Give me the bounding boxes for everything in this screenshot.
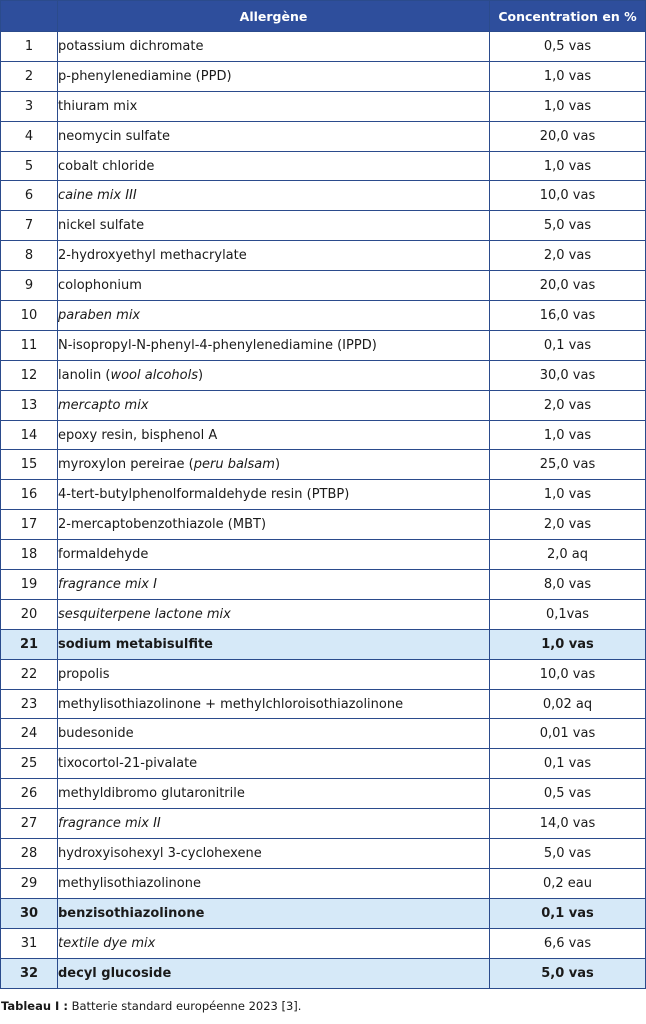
table-row [1, 420, 646, 450]
table-row [1, 32, 646, 62]
concentration-value: 6,6 vas [490, 928, 646, 958]
allergen-name-part: wool alcohols [110, 367, 198, 383]
caption-text: Batterie standard européenne 2023 [3]. [67, 998, 302, 1013]
allergen-name-part: decyl glucoside [58, 965, 172, 981]
allergen-name [58, 480, 490, 510]
allergen-name [58, 868, 490, 898]
table-row [1, 301, 646, 331]
table-row [1, 450, 646, 480]
row-number: 5 [1, 151, 58, 181]
allergen-name-part: thiuram mix [58, 98, 138, 114]
table-row [1, 898, 646, 928]
allergen-name-part: ) [198, 367, 204, 383]
row-number: 4 [1, 121, 58, 151]
allergen-name [58, 390, 490, 420]
table-row [1, 510, 646, 540]
allergen-name-part: fragrance mix II [58, 816, 161, 832]
allergen-name [58, 719, 490, 749]
row-number: 13 [1, 390, 58, 420]
concentration-value: 20,0 vas [490, 121, 646, 151]
allergen-name [58, 839, 490, 869]
allergen-name-part: lanolin ( [58, 367, 111, 383]
allergen-name-part: 2-mercaptobenzothiazole (MBT) [58, 517, 267, 533]
concentration-value: 0,02 aq [490, 689, 646, 719]
allergen-name-part: formaldehyde [58, 547, 149, 563]
table-header-row [1, 1, 646, 32]
table-row [1, 241, 646, 271]
concentration-value: 5,0 vas [490, 211, 646, 241]
concentration-value: 2,0 vas [490, 390, 646, 420]
concentration-value: 2,0 aq [490, 540, 646, 570]
row-number: 1 [1, 32, 58, 62]
header-concentration: Concentration en % [490, 1, 646, 32]
allergen-name-part: fragrance mix I [58, 576, 157, 592]
allergen-name [58, 241, 490, 271]
table-row [1, 868, 646, 898]
row-number: 28 [1, 839, 58, 869]
row-number: 23 [1, 689, 58, 719]
table-row [1, 958, 646, 988]
allergen-name-part: methylisothiazolinone + methylchloroisothiazolinone [58, 696, 404, 712]
allergen-name [58, 211, 490, 241]
row-number: 24 [1, 719, 58, 749]
allergen-name [58, 510, 490, 540]
table-row [1, 181, 646, 211]
concentration-value: 10,0 vas [490, 181, 646, 211]
table-row [1, 928, 646, 958]
allergen-name-part: peru balsam [193, 457, 275, 473]
allergen-name-part: N-isopropyl-N-phenyl-4-phenylenediamine (IPPD) [58, 337, 377, 353]
allergen-name-part: 2-hydroxyethyl methacrylate [58, 248, 247, 264]
concentration-value: 2,0 vas [490, 241, 646, 271]
concentration-value: 1,0 vas [490, 91, 646, 121]
table-row [1, 211, 646, 241]
row-number: 26 [1, 779, 58, 809]
allergen-name [58, 181, 490, 211]
row-number: 7 [1, 211, 58, 241]
concentration-value: 0,1 vas [490, 330, 646, 360]
row-number: 32 [1, 958, 58, 988]
allergen-name [58, 330, 490, 360]
allergen-name-part: mercapto mix [58, 397, 149, 413]
concentration-value: 30,0 vas [490, 360, 646, 390]
allergen-name [58, 689, 490, 719]
allergen-name [58, 450, 490, 480]
allergen-name-part: paraben mix [58, 307, 141, 323]
concentration-value: 1,0 vas [490, 420, 646, 450]
table-row [1, 390, 646, 420]
allergen-name-part: textile dye mix [58, 935, 156, 951]
table-row [1, 360, 646, 390]
row-number: 19 [1, 570, 58, 600]
allergen-name-part: neomycin sulfate [58, 128, 170, 144]
concentration-value: 0,1 vas [490, 749, 646, 779]
allergen-name-part: potassium dichromate [58, 38, 204, 54]
allergen-name [58, 659, 490, 689]
allergen-name-part: p-phenylenediamine (PPD) [58, 68, 232, 84]
allergen-name-part: methylisothiazolinone [58, 875, 201, 891]
allergen-name [58, 749, 490, 779]
allergen-name [58, 121, 490, 151]
row-number: 8 [1, 241, 58, 271]
allergen-name-part: propolis [58, 666, 110, 682]
allergen-name [58, 779, 490, 809]
allergen-name [58, 599, 490, 629]
row-number: 27 [1, 809, 58, 839]
row-number: 12 [1, 360, 58, 390]
concentration-value: 0,1vas [490, 599, 646, 629]
caption-label: Tableau I : [1, 998, 68, 1013]
allergen-name [58, 61, 490, 91]
row-number: 30 [1, 898, 58, 928]
table-row [1, 330, 646, 360]
allergen-name-part: colophonium [58, 278, 142, 294]
concentration-value: 1,0 vas [490, 151, 646, 181]
table-row [1, 689, 646, 719]
allergen-name-part: epoxy resin, bisphenol A [58, 427, 218, 443]
allergen-name [58, 898, 490, 928]
concentration-value: 1,0 vas [490, 61, 646, 91]
concentration-value: 5,0 vas [490, 839, 646, 869]
table-row [1, 540, 646, 570]
row-number: 18 [1, 540, 58, 570]
allergen-name-part: tixocortol-21-pivalate [58, 756, 198, 772]
allergen-name [58, 420, 490, 450]
allergen-name-part: budesonide [58, 726, 134, 742]
concentration-value: 16,0 vas [490, 301, 646, 331]
concentration-value: 1,0 vas [490, 629, 646, 659]
table-row [1, 809, 646, 839]
table-row [1, 271, 646, 301]
allergen-name [58, 570, 490, 600]
row-number: 21 [1, 629, 58, 659]
allergen-name [58, 958, 490, 988]
allergen-name-part: ) [274, 457, 281, 473]
table-row [1, 151, 646, 181]
header-number [1, 1, 58, 32]
row-number: 9 [1, 271, 58, 301]
row-number: 6 [1, 181, 58, 211]
table-row [1, 599, 646, 629]
table-row [1, 839, 646, 869]
allergen-name [58, 360, 490, 390]
row-number: 3 [1, 91, 58, 121]
table-row [1, 91, 646, 121]
table-row [1, 480, 646, 510]
allergen-name [58, 32, 490, 62]
allergen-name-part: myroxylon pereirae ( [58, 457, 194, 473]
concentration-value: 25,0 vas [490, 450, 646, 480]
row-number: 29 [1, 868, 58, 898]
allergen-name-part: cobalt chloride [58, 158, 155, 174]
row-number: 10 [1, 301, 58, 331]
concentration-value: 2,0 vas [490, 510, 646, 540]
allergen-name [58, 271, 490, 301]
allergen-name-part: hydroxyisohexyl 3-cyclohexene [58, 845, 262, 861]
row-number: 2 [1, 61, 58, 91]
allergen-name [58, 151, 490, 181]
allergen-name-part: nickel sulfate [58, 218, 145, 234]
header-allergen: Allergène [58, 1, 490, 32]
allergen-name [58, 629, 490, 659]
table-row [1, 570, 646, 600]
allergen-name-part: sesquiterpene lactone mix [58, 606, 231, 622]
table-row [1, 659, 646, 689]
table-row [1, 61, 646, 91]
row-number: 17 [1, 510, 58, 540]
table-row [1, 749, 646, 779]
concentration-value: 0,01 vas [490, 719, 646, 749]
row-number: 14 [1, 420, 58, 450]
concentration-value: 0,1 vas [490, 898, 646, 928]
table-row [1, 719, 646, 749]
allergen-name-part: sodium metabisulfite [58, 636, 213, 652]
concentration-value: 20,0 vas [490, 271, 646, 301]
concentration-value: 0,5 vas [490, 32, 646, 62]
concentration-value: 5,0 vas [490, 958, 646, 988]
row-number: 16 [1, 480, 58, 510]
row-number: 25 [1, 749, 58, 779]
allergen-name [58, 301, 490, 331]
concentration-value: 8,0 vas [490, 570, 646, 600]
row-number: 11 [1, 330, 58, 360]
concentration-value: 10,0 vas [490, 659, 646, 689]
concentration-value: 14,0 vas [490, 809, 646, 839]
allergen-name [58, 91, 490, 121]
allergen-name [58, 809, 490, 839]
allergen-name-part: benzisothiazolinone [58, 905, 205, 921]
allergen-name [58, 540, 490, 570]
concentration-value: 0,2 eau [490, 868, 646, 898]
table-row [1, 629, 646, 659]
table-body [1, 32, 646, 989]
table-row [1, 121, 646, 151]
allergen-name-part: caine mix III [58, 188, 137, 204]
row-number: 15 [1, 450, 58, 480]
allergen-name-part: methyldibromo glutaronitrile [58, 786, 245, 802]
row-number: 20 [1, 599, 58, 629]
row-number: 22 [1, 659, 58, 689]
table-row [1, 779, 646, 809]
row-number: 31 [1, 928, 58, 958]
concentration-value: 0,5 vas [490, 779, 646, 809]
allergen-name-part: 4-tert-butylphenolformaldehyde resin (PTBP) [58, 487, 350, 503]
table-caption [0, 989, 646, 1013]
allergen-name [58, 928, 490, 958]
concentration-value: 1,0 vas [490, 480, 646, 510]
